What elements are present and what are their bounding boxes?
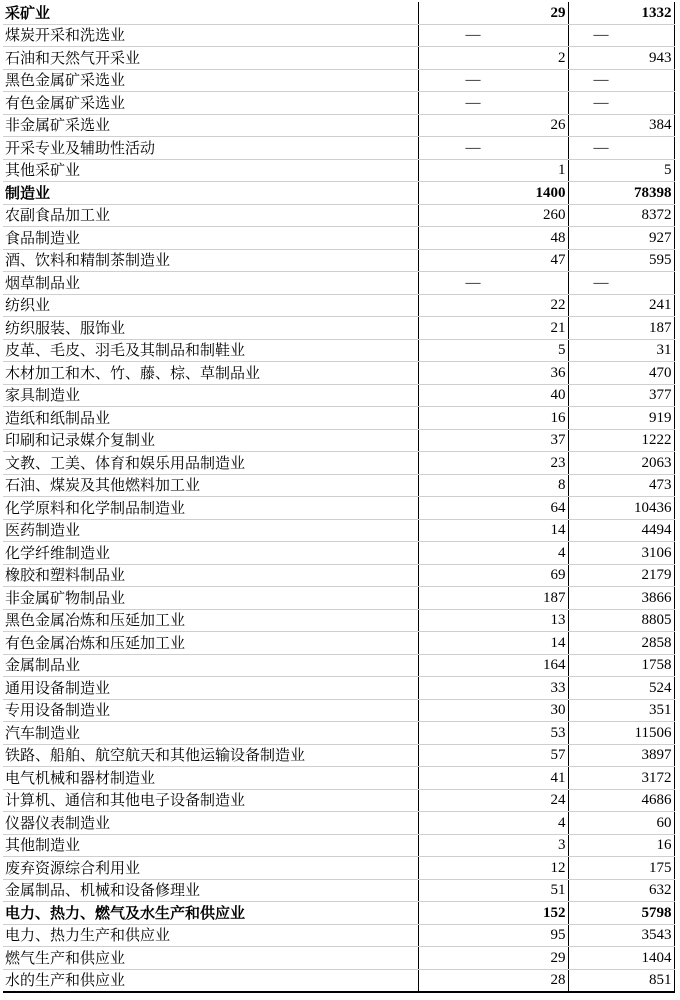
value-a-cell: —: [418, 24, 568, 47]
industry-name-cell: 其他制造业: [3, 834, 418, 857]
value-a-cell: 12: [418, 857, 568, 880]
table-row: [3, 924, 674, 947]
industry-name-cell: 造纸和纸制品业: [3, 407, 418, 430]
value-b-cell: —: [568, 24, 674, 47]
value-a-cell: 14: [418, 519, 568, 542]
industry-name-cell: 农副食品加工业: [3, 204, 418, 227]
table-row: [3, 789, 674, 812]
industry-name-cell: 黑色金属冶炼和压延加工业: [3, 609, 418, 632]
industry-name-cell: 橡胶和塑料制品业: [3, 564, 418, 587]
value-b-cell: 4686: [568, 789, 674, 812]
industry-name-cell: 黑色金属矿采选业: [3, 69, 418, 92]
table-row: [3, 227, 674, 250]
industry-name-cell: 石油、煤炭及其他燃料加工业: [3, 474, 418, 497]
industry-name-cell: 仪器仪表制造业: [3, 812, 418, 835]
industry-name-cell: 烟草制品业: [3, 272, 418, 295]
industry-name-cell: 化学纤维制造业: [3, 542, 418, 565]
table-body: [3, 2, 674, 992]
value-a-cell: 22: [418, 294, 568, 317]
table-row: [3, 947, 674, 970]
industry-name-cell: 水的生产和供应业: [3, 969, 418, 992]
value-a-cell: —: [418, 137, 568, 160]
value-b-cell: 60: [568, 812, 674, 835]
value-b-cell: 3897: [568, 744, 674, 767]
value-b-cell: 3866: [568, 587, 674, 610]
table-row: [3, 407, 674, 430]
value-b-cell: 1758: [568, 654, 674, 677]
industry-name-cell: 木材加工和木、竹、藤、棕、草制品业: [3, 362, 418, 385]
value-b-cell: 943: [568, 47, 674, 70]
table-row: [3, 92, 674, 115]
table-row: [3, 744, 674, 767]
table-row: [3, 384, 674, 407]
value-b-cell: 524: [568, 677, 674, 700]
table-row: [3, 317, 674, 340]
table-row: [3, 182, 674, 205]
industry-name-cell: 非金属矿物制品业: [3, 587, 418, 610]
value-b-cell: 473: [568, 474, 674, 497]
industry-name-cell: 食品制造业: [3, 227, 418, 250]
table-row: [3, 609, 674, 632]
value-b-cell: 632: [568, 879, 674, 902]
value-b-cell: 595: [568, 249, 674, 272]
value-a-cell: 14: [418, 632, 568, 655]
industry-name-cell: 金属制品、机械和设备修理业: [3, 879, 418, 902]
table-row: [3, 812, 674, 835]
table-row: [3, 587, 674, 610]
value-a-cell: 16: [418, 407, 568, 430]
value-b-cell: 16: [568, 834, 674, 857]
industry-name-cell: 燃气生产和供应业: [3, 947, 418, 970]
industry-name-cell: 皮革、毛皮、羽毛及其制品和制鞋业: [3, 339, 418, 362]
value-b-cell: 2179: [568, 564, 674, 587]
table-row: [3, 699, 674, 722]
industry-name-cell: 汽车制造业: [3, 722, 418, 745]
value-a-cell: —: [418, 272, 568, 295]
industry-name-cell: 纺织服装、服饰业: [3, 317, 418, 340]
table-row: [3, 362, 674, 385]
value-b-cell: —: [568, 137, 674, 160]
value-b-cell: 78398: [568, 182, 674, 205]
value-b-cell: 241: [568, 294, 674, 317]
industry-name-cell: 印刷和记录媒介复制业: [3, 429, 418, 452]
value-a-cell: 41: [418, 767, 568, 790]
table-row: [3, 159, 674, 182]
value-a-cell: 8: [418, 474, 568, 497]
industry-name-cell: 废弃资源综合利用业: [3, 857, 418, 880]
value-b-cell: 31: [568, 339, 674, 362]
value-a-cell: 152: [418, 902, 568, 925]
value-a-cell: 24: [418, 789, 568, 812]
table-row: [3, 497, 674, 520]
value-a-cell: 33: [418, 677, 568, 700]
value-a-cell: 23: [418, 452, 568, 475]
industry-name-cell: 煤炭开采和洗选业: [3, 24, 418, 47]
value-a-cell: 53: [418, 722, 568, 745]
value-b-cell: 5798: [568, 902, 674, 925]
value-a-cell: 48: [418, 227, 568, 250]
table-row: [3, 272, 674, 295]
industry-name-cell: 酒、饮料和精制茶制造业: [3, 249, 418, 272]
table-row: [3, 564, 674, 587]
value-a-cell: —: [418, 69, 568, 92]
value-a-cell: 187: [418, 587, 568, 610]
value-b-cell: 8805: [568, 609, 674, 632]
table-row: [3, 47, 674, 70]
value-b-cell: 470: [568, 362, 674, 385]
value-a-cell: 30: [418, 699, 568, 722]
table-row: [3, 114, 674, 137]
table-row: [3, 677, 674, 700]
value-b-cell: 5: [568, 159, 674, 182]
table-row: [3, 137, 674, 160]
industry-name-cell: 制造业: [3, 182, 418, 205]
industry-name-cell: 采矿业: [3, 2, 418, 24]
table-row: [3, 249, 674, 272]
value-a-cell: 260: [418, 204, 568, 227]
value-b-cell: 3543: [568, 924, 674, 947]
table-row: [3, 339, 674, 362]
value-b-cell: 2063: [568, 452, 674, 475]
industry-table: [3, 2, 675, 993]
industry-name-cell: 家具制造业: [3, 384, 418, 407]
table-row: [3, 24, 674, 47]
value-a-cell: 164: [418, 654, 568, 677]
value-a-cell: 37: [418, 429, 568, 452]
value-b-cell: 11506: [568, 722, 674, 745]
industry-name-cell: 有色金属矿采选业: [3, 92, 418, 115]
value-a-cell: 2: [418, 47, 568, 70]
industry-name-cell: 专用设备制造业: [3, 699, 418, 722]
value-a-cell: 40: [418, 384, 568, 407]
industry-name-cell: 化学原料和化学制品制造业: [3, 497, 418, 520]
value-a-cell: 13: [418, 609, 568, 632]
value-a-cell: 5: [418, 339, 568, 362]
value-a-cell: 3: [418, 834, 568, 857]
table-row: [3, 879, 674, 902]
value-a-cell: 64: [418, 497, 568, 520]
industry-name-cell: 其他采矿业: [3, 159, 418, 182]
value-b-cell: 175: [568, 857, 674, 880]
table-row: [3, 452, 674, 475]
table-row: [3, 474, 674, 497]
table-row: [3, 632, 674, 655]
industry-name-cell: 开采专业及辅助性活动: [3, 137, 418, 160]
industry-name-cell: 铁路、船舶、航空航天和其他运输设备制造业: [3, 744, 418, 767]
value-a-cell: 28: [418, 969, 568, 992]
value-a-cell: 26: [418, 114, 568, 137]
table-row: [3, 969, 674, 992]
value-a-cell: 29: [418, 2, 568, 24]
table-row: [3, 69, 674, 92]
table-row: [3, 857, 674, 880]
table-row: [3, 2, 674, 24]
value-b-cell: 3172: [568, 767, 674, 790]
industry-name-cell: 电力、热力生产和供应业: [3, 924, 418, 947]
value-a-cell: 4: [418, 542, 568, 565]
industry-name-cell: 文教、工美、体育和娱乐用品制造业: [3, 452, 418, 475]
table-row: [3, 654, 674, 677]
value-b-cell: —: [568, 272, 674, 295]
industry-name-cell: 金属制品业: [3, 654, 418, 677]
table-row: [3, 519, 674, 542]
value-a-cell: 1400: [418, 182, 568, 205]
value-a-cell: 95: [418, 924, 568, 947]
industry-name-cell: 医药制造业: [3, 519, 418, 542]
value-b-cell: 927: [568, 227, 674, 250]
value-a-cell: 21: [418, 317, 568, 340]
value-a-cell: 29: [418, 947, 568, 970]
industry-name-cell: 计算机、通信和其他电子设备制造业: [3, 789, 418, 812]
value-b-cell: 919: [568, 407, 674, 430]
industry-name-cell: 石油和天然气开采业: [3, 47, 418, 70]
table-row: [3, 722, 674, 745]
value-b-cell: 10436: [568, 497, 674, 520]
value-b-cell: —: [568, 69, 674, 92]
table-row: [3, 294, 674, 317]
value-a-cell: —: [418, 92, 568, 115]
value-a-cell: 36: [418, 362, 568, 385]
industry-name-cell: 纺织业: [3, 294, 418, 317]
industry-name-cell: 非金属矿采选业: [3, 114, 418, 137]
value-b-cell: 8372: [568, 204, 674, 227]
value-b-cell: 187: [568, 317, 674, 340]
table-row: [3, 834, 674, 857]
industry-name-cell: 通用设备制造业: [3, 677, 418, 700]
value-a-cell: 1: [418, 159, 568, 182]
value-b-cell: 851: [568, 969, 674, 992]
value-b-cell: 1404: [568, 947, 674, 970]
table-row: [3, 767, 674, 790]
industry-name-cell: 电力、热力、燃气及水生产和供应业: [3, 902, 418, 925]
value-b-cell: 1222: [568, 429, 674, 452]
table-row: [3, 902, 674, 925]
industry-name-cell: 有色金属冶炼和压延加工业: [3, 632, 418, 655]
table-row: [3, 542, 674, 565]
value-a-cell: 69: [418, 564, 568, 587]
table-row: [3, 204, 674, 227]
value-a-cell: 57: [418, 744, 568, 767]
value-a-cell: 4: [418, 812, 568, 835]
value-b-cell: 384: [568, 114, 674, 137]
value-b-cell: 2858: [568, 632, 674, 655]
value-b-cell: 351: [568, 699, 674, 722]
value-b-cell: 3106: [568, 542, 674, 565]
value-b-cell: 1332: [568, 2, 674, 24]
value-a-cell: 47: [418, 249, 568, 272]
industry-name-cell: 电气机械和器材制造业: [3, 767, 418, 790]
table-row: [3, 429, 674, 452]
value-b-cell: —: [568, 92, 674, 115]
value-a-cell: 51: [418, 879, 568, 902]
value-b-cell: 377: [568, 384, 674, 407]
value-b-cell: 4494: [568, 519, 674, 542]
